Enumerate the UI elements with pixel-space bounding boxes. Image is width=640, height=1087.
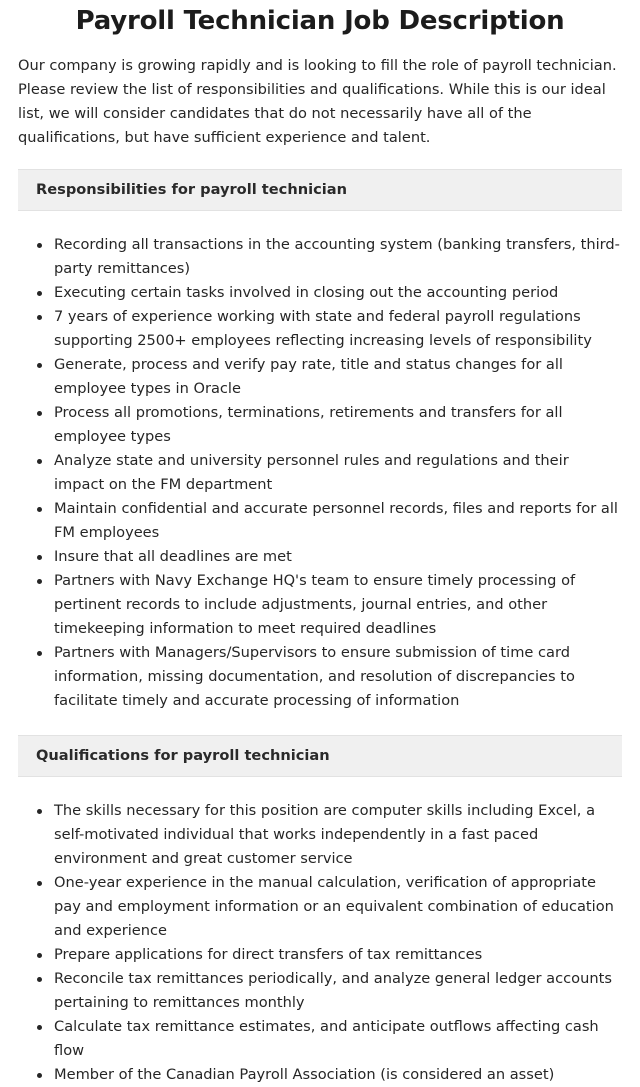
- responsibility-item: Maintain confidential and accurate personnel records, files and reports for all FM employees: [54, 497, 622, 545]
- qualification-item: Calculate tax remittance estimates, and anticipate outflows affecting cash flow: [54, 1015, 622, 1063]
- responsibility-item: Analyze state and university personnel rules and regulations and their impact on the FM department: [54, 449, 622, 497]
- qualification-item: The skills necessary for this position are computer skills including Excel, a self-motivated individual that works independently in a fast paced environment and great customer service: [54, 799, 622, 871]
- responsibility-item: Generate, process and verify pay rate, title and status changes for all employee types in Oracle: [54, 353, 622, 401]
- qualification-item: Reconcile tax remittances periodically, and analyze general ledger accounts pertaining to remittances monthly: [54, 967, 622, 1015]
- intro-paragraph: Our company is growing rapidly and is looking to fill the role of payroll technician. Please review the list of responsibilities and qualifications. While this is our ideal list, we will consider candidates that do not necessarily have all of the qualifications, but have sufficient experience and talent.: [18, 57, 617, 146]
- qualifications-heading: Qualifications for payroll technician: [18, 735, 622, 777]
- responsibilities-heading: Responsibilities for payroll technician: [18, 169, 622, 211]
- qualification-item: Prepare applications for direct transfers of tax remittances: [54, 943, 622, 967]
- page-title: Payroll Technician Job Description: [75, 6, 565, 36]
- responsibilities-list: [18, 233, 622, 713]
- qualification-item: Member of the Canadian Payroll Association (is considered an asset): [54, 1063, 622, 1087]
- responsibility-item: Partners with Navy Exchange HQ's team to ensure timely processing of pertinent records to include adjustments, journal entries, and other timekeeping information to meet required deadlines: [54, 569, 622, 641]
- responsibility-item: Insure that all deadlines are met: [54, 545, 622, 569]
- responsibility-item: Partners with Managers/Supervisors to ensure submission of time card information, missing documentation, and resolution of discrepancies to facilitate timely and accurate processing of information: [54, 641, 622, 713]
- responsibility-item: Recording all transactions in the accounting system (banking transfers, third-party remittances): [54, 233, 622, 281]
- responsibility-item: 7 years of experience working with state and federal payroll regulations supporting 2500+ employees reflecting increasing levels of responsibility: [54, 305, 622, 353]
- responsibility-item: Executing certain tasks involved in closing out the accounting period: [54, 281, 622, 305]
- qualification-item: One-year experience in the manual calculation, verification of appropriate pay and employment information or an equivalent combination of education and experience: [54, 871, 622, 943]
- qualifications-list: [18, 799, 622, 1087]
- responsibility-item: Process all promotions, terminations, retirements and transfers for all employee types: [54, 401, 622, 449]
